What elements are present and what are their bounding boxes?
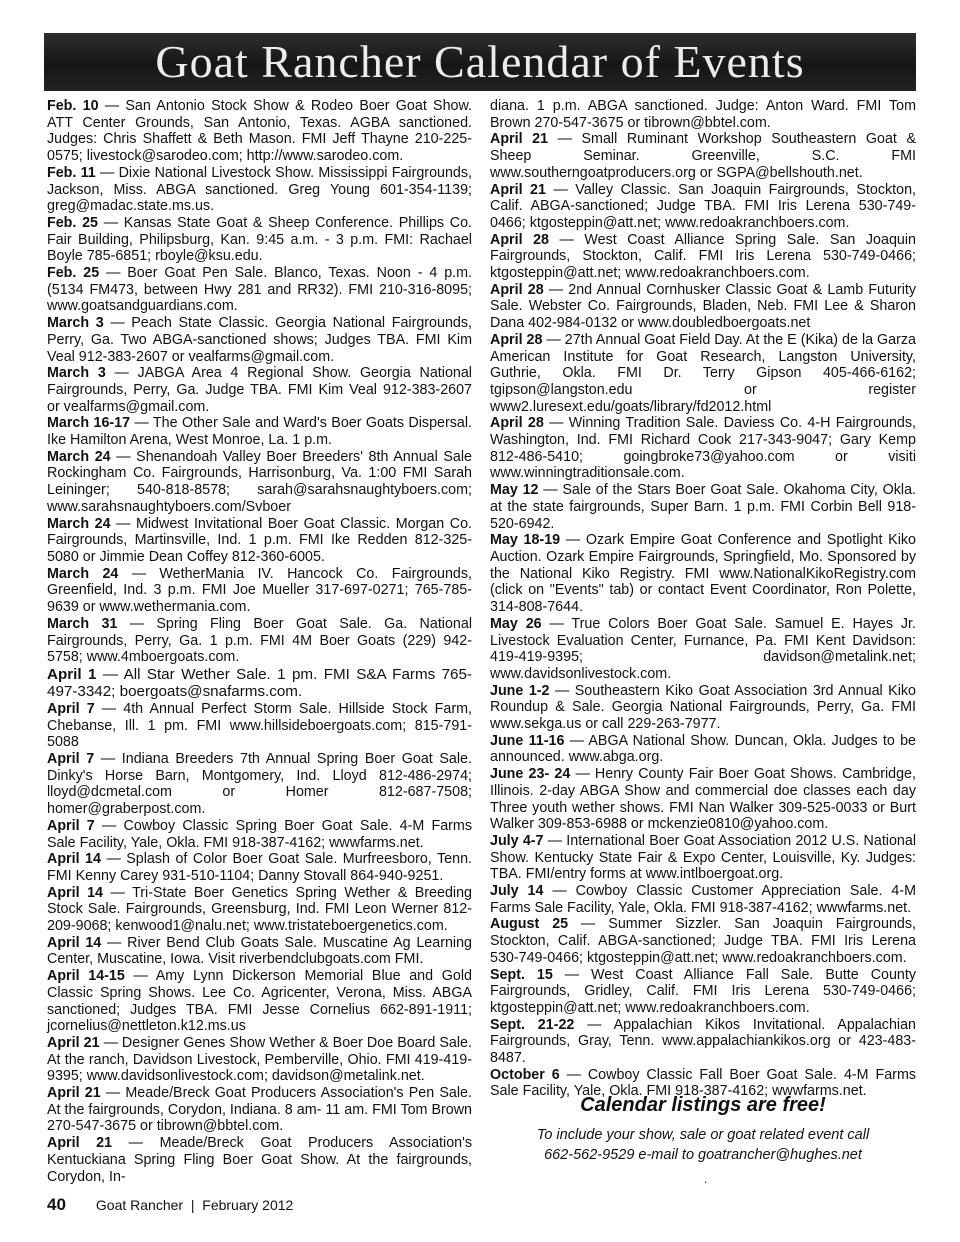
event-text: — Valley Classic. San Joaquin Fairgrounds, Stockton, Calif. ABGA-sanctioned; Judge TBA. FMI Iris Lerena 530-749-0466; ktgosteppin@att.net; www.redoakranchboers.com.	[490, 181, 916, 231]
event-entry	[47, 516, 472, 566]
event-text: — Appalachian Kikos Invitational. Appalachian Fairgrounds, Gray, Tenn. www.appalachiankikos.org or 423-483-8487.	[490, 1016, 916, 1067]
event-text: — Sale of the Stars Boer Goat Sale. Okahoma City, Okla. at the state fairgrounds, Super Barn. 1 p.m. FMI Corbin Bell 918-520-6942.	[490, 482, 916, 532]
event-entry	[490, 733, 916, 766]
event-entry	[47, 968, 472, 1035]
event-date: Feb. 25	[47, 214, 98, 231]
event-entry	[490, 415, 916, 482]
event-date: April 28	[490, 331, 543, 348]
event-text: — Splash of Color Boer Goat Sale. Murfreesboro, Tenn. FMI Kenny Carey 931-510-1104; Danny Stovall 864-940-9251.	[47, 851, 472, 884]
event-date: April 7	[47, 817, 95, 834]
right-column	[490, 98, 916, 1100]
event-entry	[490, 833, 916, 883]
event-date: March 24	[47, 515, 111, 532]
event-entry	[490, 131, 916, 181]
event-date: April 21	[47, 1135, 113, 1152]
event-entry	[47, 315, 472, 365]
event-text: — All Star Wether Sale. 1 pm. FMI S&A Farms 765-497-3342; boergoats@snafarms.com.	[47, 665, 472, 701]
event-text: — Winning Tradition Sale. Daviess Co. 4-H Fairgrounds, Washington, Ind. FMI Richard Cook 217-343-9047; Gary Kemp 812-486-5410; goingbroke73@yahoo.com or visiti www.winningtraditionsale.com.	[490, 415, 916, 482]
event-entry	[490, 916, 916, 966]
event-date: July 14	[490, 883, 544, 900]
event-date: Feb. 10	[47, 98, 99, 114]
event-text: — Amy Lynn Dickerson Memorial Blue and Gold Classic Spring Shows. Lee Co. Agricenter, Verona, Miss. ABGA sanctioned; Judges TBA. FMI Jesse Cornelius 662-891-1911; jcornelius@nettleton.k12.ms.us	[47, 968, 472, 1035]
event-date: April 21	[47, 1085, 101, 1102]
event-text: — Dixie National Livestock Show. Mississippi Fairgrounds, Jackson, Miss. ABGA sanctioned. Greg Young 601-354-1139; greg@madac.state.ms.us.	[47, 164, 472, 215]
event-date: June 1-2	[490, 682, 550, 699]
event-entry	[47, 1085, 472, 1135]
event-entry	[490, 482, 916, 532]
event-entry	[490, 967, 916, 1017]
event-date: April 28	[490, 281, 544, 298]
event-date: April 14	[47, 851, 101, 868]
event-text: — Boer Goat Pen Sale. Blanco, Texas. Noon - 4 p.m. (5134 FM473, between Hwy 281 and RR32). FMI 210-316-8095; www.goatsandguardians.com.	[47, 265, 472, 315]
event-date: Sept. 21-22	[490, 1016, 575, 1033]
event-text: — West Coast Alliance Fall Sale. Butte County Fairgrounds, Gridley, Calif. FMI Iris Lerena 530-749-0466; ktgosteppin@att.net; www.redoakranchboers.com.	[490, 966, 916, 1016]
event-entry	[47, 265, 472, 315]
left-column	[47, 98, 472, 1185]
event-entry	[47, 365, 472, 415]
event-date: Sept. 15	[490, 966, 553, 983]
event-text: — Small Ruminant Workshop Southeastern Goat & Sheep Seminar. Greenville, S.C. FMI www.southerngoatproducers.org or SGPA@bellshouth.net.	[490, 131, 916, 181]
event-entry	[47, 566, 472, 616]
event-text: — ABGA National Show. Duncan, Okla. Judges to be announced. www.abga.org.	[490, 732, 916, 766]
event-date: June 23- 24	[490, 766, 571, 783]
event-text: — Designer Genes Show Wether & Boer Doe Board Sale. At the ranch, Davidson Livestock, Pemberville, Ohio. FMI 419-419-9395; www.davidsonlivestock.com; davidson@metalink.net.	[47, 1034, 472, 1085]
event-text: — Cowboy Classic Fall Boer Goat Sale. 4-M Farms Sale Facility, Yale, Okla. FMI 918-387-4162; wwwfarms.net.	[490, 1066, 916, 1100]
event-entry	[47, 215, 472, 265]
event-entry	[47, 666, 472, 701]
event-text: — Indiana Breeders 7th Annual Spring Boer Goat Sale. Dinky's Horse Barn, Montgomery, Ind. Lloyd 812-486-2974; lloyd@dcmetal.com or Homer 812-687-7508; homer@graberpost.com.	[47, 751, 472, 818]
promo-line-2: 662-562-9529 e-mail to goatrancher@hughes.net	[544, 1147, 862, 1163]
event-text: — Spring Fling Boer Goat Sale. Ga. National Fairgrounds, Perry, Ga. 1 p.m. FMI 4M Boer Goats (229) 942-5758; www.4mboergoats.com.	[47, 615, 473, 666]
event-text: — 2nd Annual Cornhusker Classic Goat & Lamb Futurity Sale. Webster Co. Fairgrounds, Bladen, Neb. FMI Lee & Sharon Dana 402-984-0132 or www.doubledboergoats.net	[490, 281, 916, 332]
event-entry	[490, 683, 916, 733]
event-entry	[490, 182, 916, 232]
event-date: Feb. 11	[47, 164, 96, 181]
page-title: Goat Rancher Calendar of Events	[155, 36, 805, 87]
event-date: May 26	[490, 615, 542, 632]
event-text: — JABGA Area 4 Regional Show. Georgia National Fairgrounds, Perry, Ga. Judge TBA. FMI Kim Veal 912-383-2607 or vealfarms@gmail.com.	[47, 365, 472, 415]
event-text: — Midwest Invitational Boer Goat Classic. Morgan Co. Fairgrounds, Martinsville, Ind. 1 p.m. FMI Ike Redden 812-325-5080 or Jimmie Dean Coffey 812-360-6005.	[47, 515, 472, 565]
event-text: — River Bend Club Goats Sale. Muscatine Ag Learning Center, Muscatine, Iowa. Visit riverbendclubgoats.com FMI.	[47, 934, 472, 968]
event-date: July 4-7	[490, 832, 544, 849]
event-text: — Meade/Breck Goat Producers Association's Kentuckiana Spring Fling Boer Goat Show. At the fairgrounds, Corydon, In-	[47, 1135, 472, 1185]
event-date: April 14	[47, 884, 103, 901]
event-entry	[47, 616, 472, 666]
event-date: March 31	[47, 615, 118, 632]
promo-dot: .	[704, 1172, 708, 1186]
event-text: — San Antonio Stock Show & Rodeo Boer Goat Show. ATT Center Grounds, San Antonio, Texas. AGBA sanctioned. Judges: Chris Shaffett & Beth Mason. FMI Jeff Thayne 210-225-0575; livestock@sarodeo.com; http://www.sarodeo.com.	[47, 98, 472, 165]
event-entry	[490, 282, 916, 332]
event-entry	[47, 1035, 472, 1085]
event-date: April 21	[490, 131, 549, 148]
event-entry	[490, 766, 916, 833]
event-entry	[47, 165, 472, 215]
event-entry	[490, 616, 916, 683]
event-entry	[490, 98, 916, 131]
event-date: April 7	[47, 700, 95, 717]
event-entry	[490, 532, 916, 616]
event-entry	[490, 883, 916, 916]
event-text: — International Boer Goat Association 2012 U.S. National Show. Kentucky State Fair & Expo Center, Louisville, Ky. Judges: TBA. FMI/entry forms at www.intlboergoat.org.	[490, 832, 916, 883]
event-entry	[490, 332, 916, 416]
calendar-promo	[490, 1094, 916, 1165]
event-text: — Shenandoah Valley Boer Breeders' 8th Annual Sale Rockingham Co. Fairgrounds, Harrisonburg, Va. 1:00 FMI Sarah Leininger; 540-818-8578; sarah@sarahsnaughtyboers.com; www.sarahsnaughtyboers.com/Svboer	[47, 448, 473, 515]
event-text: — Southeastern Kiko Goat Association 3rd Annual Kiko Roundup & Sale. Georgia National Fairgrounds, Perry, Ga. FMI www.sekga.us or call 229-263-7977.	[490, 682, 916, 733]
page-number: 40	[47, 1195, 66, 1214]
event-date: August 25	[490, 916, 569, 933]
event-entry	[47, 935, 472, 968]
event-date: June 11-16	[490, 732, 565, 749]
event-date: March 3	[47, 365, 106, 382]
event-date: March 24	[47, 565, 119, 582]
event-entry	[47, 98, 472, 165]
event-text: — WetherMania IV. Hancock Co. Fairgrounds, Greenfield, Ind. 3 p.m. FMI Joe Mueller 317-697-0271; 765-785-9639 or www.wethermania.com.	[47, 565, 472, 616]
event-date: April 14-15	[47, 968, 125, 985]
event-entry	[47, 1135, 472, 1185]
publication-info: Goat Rancher | February 2012	[95, 1197, 294, 1213]
event-entry	[47, 885, 472, 935]
promo-heading: Calendar listings are free!	[580, 1094, 826, 1116]
event-text: — Henry County Fair Boer Goat Shows. Cambridge, Illinois. 2-day ABGA Show and commercial doe classes each day Three youth wether shows. FMI Nan Walker 309-525-0033 or Burt Walker 309-853-6988 or mckenzie0810@yahoo.com.	[490, 766, 916, 833]
event-date: March 3	[47, 315, 104, 332]
event-text: — Cowboy Classic Customer Appreciation Sale. 4-M Farms Sale Facility, Yale, Okla. FMI 918-387-4162; wwwfarms.net.	[490, 883, 916, 916]
event-text: — Summer Sizzler. San Joaquin Fairgrounds, Stockton, Calif. ABGA-sanctioned; Judge TBA. FMI Iris Lerena 530-749-0466; ktgosteppin@att.net; www.redoakranchboers.com.	[490, 916, 916, 966]
event-entry	[490, 232, 916, 282]
event-entry	[490, 1017, 916, 1067]
calendar-banner	[44, 33, 916, 91]
event-entry	[47, 415, 472, 448]
event-text: — 27th Annual Goat Field Day. At the E (Kika) de la Garza American Institute for Goat Research, Langston University, Guthrie, Okla. FMI Dr. Terry Gipson 405-466-6162; tgipson@langston.edu or register www2.luresext.edu/goats/library/fd2012.html	[490, 331, 916, 415]
event-text: — Ozark Empire Goat Conference and Spotlight Kiko Auction. Ozark Empire Fairgrounds, Springfield, Mo. Sponsored by the National Kiko Registry. FMI www.NationalKikoRegistry.com (click on "Events" tab) or contact Event Coordinator, Ron Polette, 314-808-7644.	[490, 532, 916, 616]
event-date: March 16-17	[47, 415, 131, 432]
event-date: April 21	[47, 1034, 100, 1051]
event-entry	[47, 851, 472, 884]
event-text: diana. 1 p.m. ABGA sanctioned. Judge: Anton Ward. FMI Tom Brown 270-547-3675 or tibrown@bbtel.com.	[490, 98, 916, 131]
event-text: — True Colors Boer Goat Sale. Samuel E. Hayes Jr. Livestock Evaluation Center, Furnance, Pa. FMI Kent Davidson: 419-419-9395; davidson@metalink.net; www.davidsonlivestock.com.	[490, 615, 917, 682]
event-text: — Meade/Breck Goat Producers Association's Pen Sale. At the fairgrounds, Corydon, Indiana. 8 am- 11 am. FMI Tom Brown 270-547-3675 or tibrown@bbtel.com.	[47, 1085, 472, 1135]
event-entry	[47, 751, 472, 818]
event-text: — Kansas State Goat & Sheep Conference. Phillips Co. Fair Building, Philipsburg, Kan. 9:45 a.m. - 3 p.m. FMI: Rachael Boyle 785-6851; rboyle@ksu.edu.	[47, 214, 472, 265]
event-text: — 4th Annual Perfect Storm Sale. Hillside Stock Farm, Chebanse, Ill. 1 pm. FMI www.hillsideboergoats.com; 815-791-5088	[47, 700, 472, 751]
event-entry	[47, 818, 472, 851]
event-text: — Tri-State Boer Genetics Spring Wether & Breeding Stock Sale. Fairgrounds, Greensburg, Ind. FMI Leon Werner 812-209-9068; kenwood1@nalu.net; www.tristateboergenetics.com.	[47, 884, 472, 935]
event-date: Feb. 25	[47, 265, 100, 282]
event-date: April 28	[490, 415, 544, 432]
event-date: April 1	[47, 665, 97, 683]
event-date: April 28	[490, 231, 550, 248]
event-entry	[47, 701, 472, 751]
event-date: April 7	[47, 751, 95, 768]
event-text: — West Coast Alliance Spring Sale. San Joaquin Fairgrounds, Stockton, Calif. FMI Iris Lerena 530-749-0466; ktgosteppin@att.net; www.redoakranchboers.com.	[490, 231, 916, 282]
event-date: May 12	[490, 482, 539, 499]
event-date: March 24	[47, 448, 111, 465]
event-date: April 21	[490, 181, 546, 198]
page-footer	[47, 1195, 293, 1215]
event-date: October 6	[490, 1066, 560, 1083]
promo-line-1: To include your show, sale or goat related event call	[536, 1127, 870, 1143]
event-date: May 18-19	[490, 532, 561, 549]
event-date: April 14	[47, 934, 102, 951]
event-text: — Cowboy Classic Spring Boer Goat Sale. 4-M Farms Sale Facility, Yale, Okla. FMI 918-387-4162; wwwfarms.net.	[47, 817, 472, 851]
event-text: — The Other Sale and Ward's Boer Goats Dispersal. Ike Hamilton Arena, West Monroe, La. 1 p.m.	[47, 415, 472, 449]
event-entry	[47, 449, 472, 516]
event-text: — Peach State Classic. Georgia National Fairgrounds, Perry, Ga. Two ABGA-sanctioned shows; Judges TBA. FMI Kim Veal 912-383-2607 or vealfarms@gmail.com.	[47, 315, 472, 365]
